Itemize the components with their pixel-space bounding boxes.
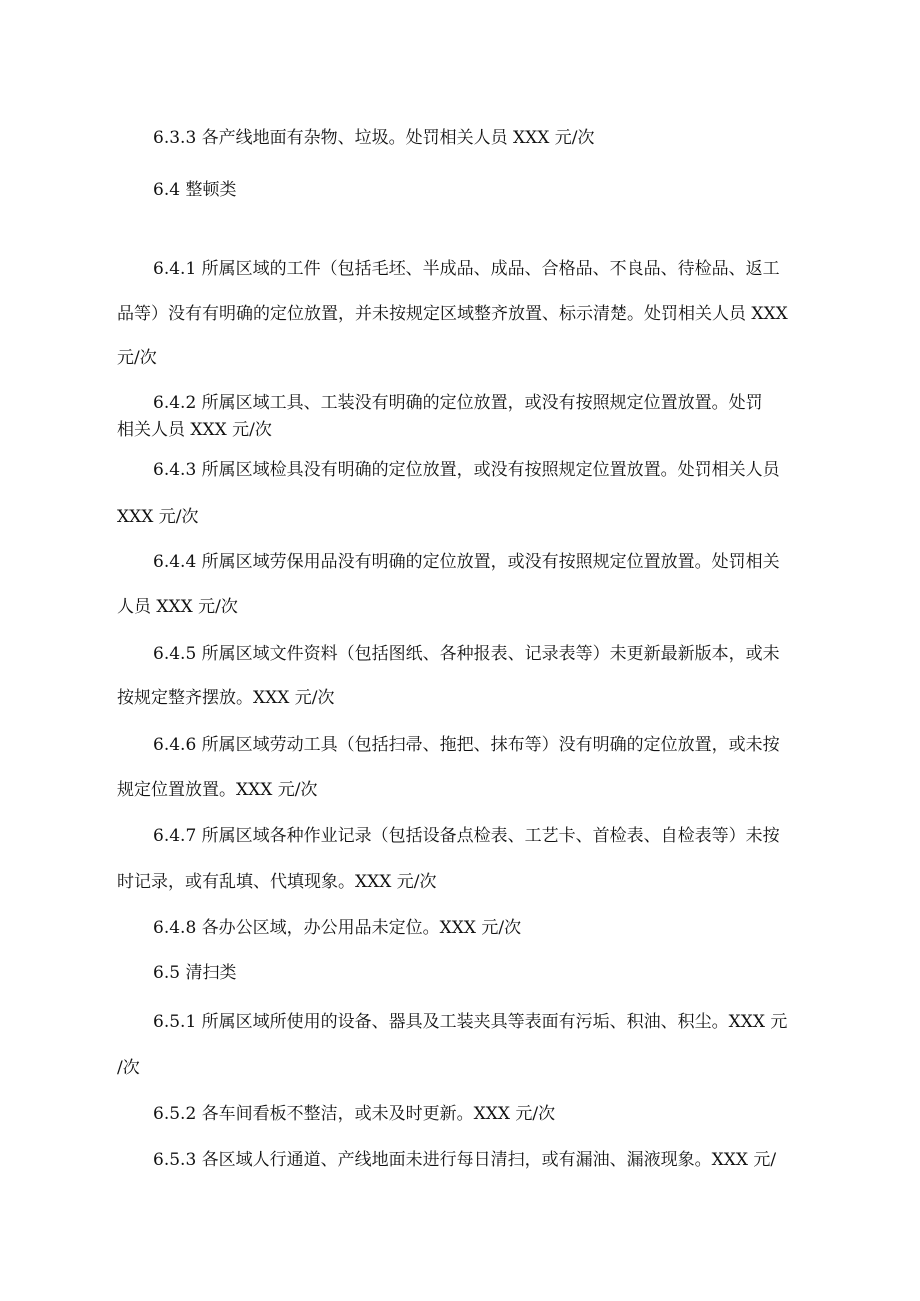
- clause-6-5-2: 6.5.2 各车间看板不整洁，或未及时更新。XXX 元/次: [153, 1104, 556, 1124]
- clause-6-5-1-line-1: 6.5.1 所属区域所使用的设备、器具及工装夹具等表面有污垢、积油、积尘。XXX 元: [153, 1012, 788, 1032]
- clause-6-4-2-line-1: 6.4.2 所属区域工具、工装没有明确的定位放置，或没有按照规定位置放置。处罚: [153, 393, 763, 413]
- clause-6-4-3-line-1: 6.4.3 所属区域检具没有明确的定位放置，或没有按照规定位置放置。处罚相关人员: [153, 460, 780, 480]
- clause-6-4-6-line-1: 6.4.6 所属区域劳动工具（包括扫帚、拖把、抹布等）没有明确的定位放置，或未按: [153, 735, 780, 755]
- clause-6-4-7-line-2: 时记录，或有乱填、代填现象。XXX 元/次: [117, 872, 437, 892]
- clause-6-5-3-line-1: 6.5.3 各区域人行通道、产线地面未进行每日清扫，或有漏油、漏液现象。XXX 元/: [153, 1150, 777, 1170]
- clause-6-4-1-line-3: 元/次: [117, 348, 157, 368]
- clause-6-5-1-line-2: /次: [117, 1058, 140, 1078]
- clause-6-4-2-line-2: 相关人员 XXX 元/次: [117, 420, 272, 440]
- clause-6-4-8: 6.4.8 各办公区域，办公用品未定位。XXX 元/次: [153, 918, 522, 938]
- clause-6-4-1-line-1: 6.4.1 所属区域的工件（包括毛坯、半成品、成品、合格品、不良品、待检品、返工: [153, 259, 780, 279]
- clause-6-4-7-line-1: 6.4.7 所属区域各种作业记录（包括设备点检表、工艺卡、首检表、自检表等）未按: [153, 826, 780, 846]
- clause-6-4-3-line-2: XXX 元/次: [117, 507, 199, 527]
- clause-6-4-5-line-1: 6.4.5 所属区域文件资料（包括图纸、各种报表、记录表等）未更新最新版本，或未: [153, 644, 780, 664]
- clause-6-4-4-line-1: 6.4.4 所属区域劳保用品没有明确的定位放置，或没有按照规定位置放置。处罚相关: [153, 552, 780, 572]
- section-heading-6-5: 6.5 清扫类: [153, 963, 237, 983]
- clause-6-4-1-line-2: 品等）没有有明确的定位放置，并未按规定区域整齐放置、标示清楚。处罚相关人员 XXX: [117, 304, 788, 324]
- clause-6-3-3: 6.3.3 各产线地面有杂物、垃圾。处罚相关人员 XXX 元/次: [153, 128, 595, 148]
- clause-6-4-4-line-2: 人员 XXX 元/次: [117, 597, 238, 617]
- clause-6-4-6-line-2: 规定位置放置。XXX 元/次: [117, 780, 318, 800]
- section-heading-6-4: 6.4 整顿类: [153, 180, 237, 200]
- clause-6-4-5-line-2: 按规定整齐摆放。XXX 元/次: [117, 688, 335, 708]
